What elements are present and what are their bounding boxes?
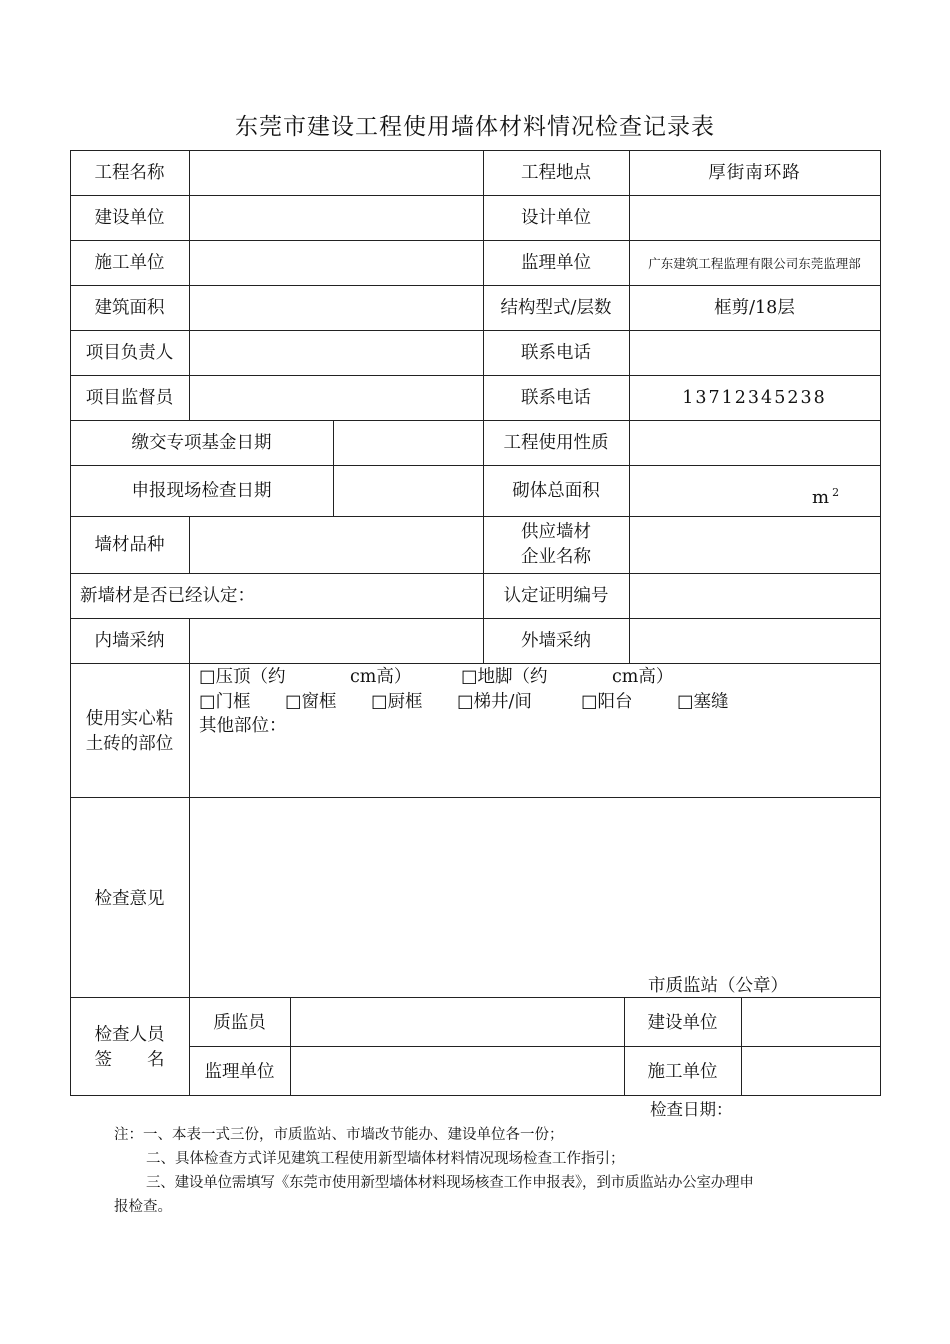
structure-value: 框剪/18层 (714, 298, 795, 318)
sign-builder-label: 建设单位 (647, 1013, 718, 1033)
manager-label: 项目负责人 (85, 343, 174, 363)
cert-no-label: 认定证明编号 (503, 586, 609, 606)
masonry-area-label: 砌体总面积 (512, 481, 600, 501)
wall-type-label: 墙材品种 (94, 535, 165, 555)
fund-date-label: 缴交专项基金日期 (131, 433, 272, 453)
clay-option-joint-fill[interactable]: □塞缝 (677, 692, 729, 712)
note-4: 报检查。 (114, 1199, 172, 1215)
clay-option-stairwell[interactable]: □梯井/间 (457, 692, 532, 712)
usage-label: 工程使用性质 (503, 433, 609, 453)
phone-label-1: 联系电话 (521, 343, 591, 363)
qc-label: 质监员 (213, 1013, 266, 1033)
sign-contractor-label: 施工单位 (647, 1062, 718, 1082)
clay-option-kitchen-frame[interactable]: □厨框 (371, 692, 423, 712)
clay-other-label: 其他部位： (199, 716, 287, 736)
structure-label: 结构型式/层数 (500, 298, 612, 318)
inner-wall-label: 内墙采纳 (94, 631, 165, 651)
clay-option-coping-unit: cm高） (350, 667, 412, 687)
designer-label: 设计单位 (521, 208, 591, 228)
masonry-area-unit: m $^2$ (812, 486, 840, 508)
builder-label: 建设单位 (94, 208, 165, 228)
note-1: 注：一、本表一式三份，市质监站、市墙改节能办、建设单位各一份； (114, 1127, 564, 1143)
clay-option-footing[interactable]: □地脚（约 (461, 667, 548, 687)
outer-wall-label: 外墙采纳 (521, 631, 591, 651)
seal-label: 市质监站（公章） (648, 976, 788, 996)
supplier-label-1: 供应墙材 (521, 522, 591, 542)
inspector-label: 项目监督员 (85, 388, 174, 408)
phone-value-2: 13712345238 (682, 388, 827, 408)
project-name-label: 工程名称 (94, 163, 165, 183)
supervisor-value: 广东建筑工程监理有限公司东莞监理部 (648, 256, 861, 271)
note-3: 三、建设单位需填写《东莞市使用新型墙体材料现场核查工作申报表》，到市质监站办公室办理申 (146, 1175, 754, 1191)
note-2: 二、具体检查方式详见建筑工程使用新型墙体材料情况现场检查工作指引； (146, 1151, 625, 1167)
clay-option-balcony[interactable]: □阳台 (581, 692, 633, 712)
project-location-value: 厚街南环路 (708, 163, 801, 183)
clay-option-window-frame[interactable]: □窗框 (285, 692, 337, 712)
phone-label-2: 联系电话 (521, 388, 591, 408)
supervisor-label: 监理单位 (521, 253, 591, 273)
form-title: 东莞市建设工程使用墙体材料情况检查记录表 (235, 114, 715, 140)
project-location-label: 工程地点 (521, 163, 591, 183)
clay-option-footing-unit: cm高） (612, 667, 674, 687)
supplier-label-2: 企业名称 (521, 547, 591, 567)
clay-option-door-frame[interactable]: □门框 (199, 692, 251, 712)
sign-label-2: 签 名 (94, 1050, 165, 1070)
certified-label: 新墙材是否已经认定： (80, 586, 255, 606)
clay-label-1: 使用实心粘 (85, 709, 174, 729)
contractor-label: 施工单位 (94, 253, 165, 273)
clay-label-2: 土砖的部位 (85, 734, 174, 754)
sign-label-1: 检查人员 (94, 1025, 165, 1045)
opinion-label: 检查意见 (94, 889, 165, 909)
clay-option-coping[interactable]: □压顶（约 (199, 667, 286, 687)
sign-supervisor-label: 监理单位 (204, 1062, 275, 1082)
check-date-label: 检查日期： (650, 1100, 733, 1119)
area-label: 建筑面积 (94, 298, 165, 318)
report-date-label: 申报现场检查日期 (131, 481, 272, 501)
